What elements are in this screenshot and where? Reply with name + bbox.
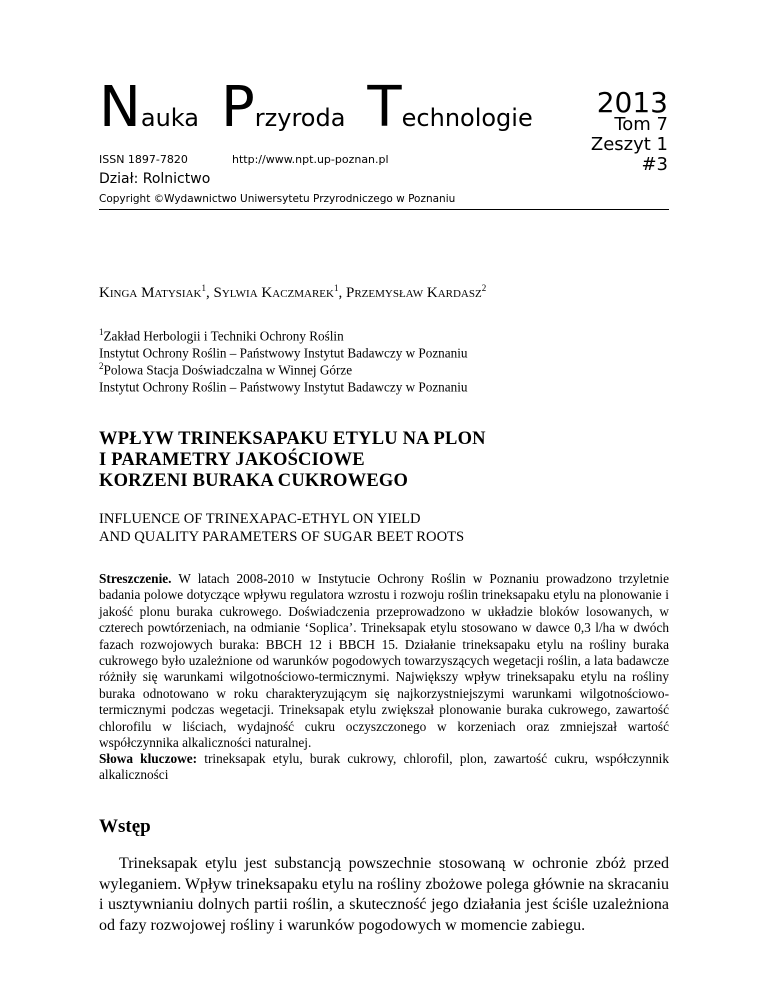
author-name: Przemysław Kardasz	[345, 285, 482, 301]
affiliation-mark: 2	[99, 361, 104, 371]
issue-year: 2013	[596, 86, 668, 119]
intro-paragraph: Trineksapak etylu jest substancją powszechnie stosowaną w ochronie zbóż przed wyleganiem. Wpływ trineksapaku etylu na rośliny zbożowe polega głównie na skracaniu i usztywnianiu dolnych partii roślin, a skuteczność jego działania jest ściśle uzależniona od fazy rozwojowej rośliny i warunków pogodowych w momencie zabiegu.	[99, 855, 669, 934]
abstract	[99, 571, 669, 751]
article-number: #3	[641, 154, 668, 175]
title-line: AND QUALITY PARAMETERS OF SUGAR BEET ROOTS	[99, 529, 465, 545]
title-line: KORZENI BURAKA CUKROWEGO	[99, 471, 409, 491]
affiliation-mark: 1	[99, 327, 104, 337]
journal-initial: T	[367, 75, 402, 140]
author-separator: ,	[205, 285, 214, 301]
journal-word: echnologie	[401, 104, 533, 132]
issue-number: Zeszyt 1	[590, 134, 668, 155]
affiliation-line	[99, 375, 467, 395]
journal-word: rzyroda	[254, 104, 346, 132]
affiliation-text: Instytut Ochrony Roślin – Państwowy Instytut Badawczy w Poznaniu	[99, 345, 468, 361]
journal-initial: P	[221, 75, 255, 140]
author-affiliation-mark: 2	[481, 283, 487, 293]
article-title-en	[99, 510, 464, 546]
copyright: Copyright ©Wydawnictwo Uniwersytetu Przyrodniczego w Poznaniu	[99, 193, 456, 205]
keywords	[99, 751, 669, 784]
author-name: Kinga Matysiak	[99, 285, 202, 301]
title-line: I PARAMETRY JAKOŚCIOWE	[99, 450, 365, 470]
affiliation-text: Polowa Stacja Doświadczalna w Winnej Górze	[103, 362, 353, 378]
author-separator: ,	[338, 285, 346, 301]
author-name: Sylwia Kaczmarek	[213, 285, 334, 301]
author-list	[99, 283, 486, 302]
issue-volume: Tom 7	[614, 114, 668, 135]
issn: ISSN 1897-7820	[99, 153, 188, 166]
author-affiliation-mark: 1	[333, 283, 339, 293]
title-line: WPŁYW TRINEKSAPAKU ETYLU NA PLON	[99, 429, 486, 449]
journal-title	[99, 75, 555, 140]
article-title-pl	[99, 429, 486, 492]
abstract-text: W latach 2008-2010 w Instytucie Ochrony Roślin w Poznaniu prowadzono trzyletnie badania polowe dotyczące wpływu regulatora wzrostu i rozwoju roślin trineksapaku etylu na plonowanie i jakość plonu buraka cukrowego. Doświadczenia przeprowadzono w układzie bloków losowanych, w czterech powtórzeniach, na odmianie ‘Soplica’. Trineksapak etylu stosowano w dawce 0,3 l/ha w dwóch fazach rozwojowych buraka: BBCH 12 i BBCH 15. Działanie trineksapaku etylu na rośliny buraka cukrowego było uzależnione od warunków pogodowych towarzyszących wegetacji roślin, a lata badawcze różniły się warunkami wilgotnościowo-termicznymi. Największy wpływ trineksapaku etylu na rośliny buraka odnotowano w roku charakteryzującym się najkorzystniejszymi warunkami wilgotnościowo-termicznymi podczas wegetacji. Trineksapak etylu zwiększał plonowanie buraka cukrowego, zawartość chlorofilu w liściach, wydajność cukru oczyszczonego w korzeniach oraz zmniejszał wartość współczynnika alkaliczności naturalnej.	[99, 571, 669, 751]
journal-initial: N	[99, 75, 141, 140]
title-line: INFLUENCE OF TRINEXAPAC-ETHYL ON YIELD	[99, 511, 421, 527]
section-label: Dział: Rolnictwo	[99, 171, 211, 187]
affiliation-text: Zakład Herbologii i Techniki Ochrony Roślin	[103, 328, 344, 344]
header-divider	[99, 209, 669, 210]
journal-word: auka	[140, 104, 199, 132]
keywords-text: trineksapak etylu, burak cukrowy, chlorofil, plon, zawartość cukru, współczynnik alkaliczności	[99, 751, 669, 783]
journal-url[interactable]: http://www.npt.up-poznan.pl	[232, 153, 389, 166]
affiliation-text: Instytut Ochrony Roślin – Państwowy Instytut Badawczy w Poznaniu	[99, 379, 468, 395]
author-affiliation-mark: 1	[201, 283, 206, 293]
section-heading: Wstęp	[99, 816, 151, 837]
abstract-label: Streszczenie.	[99, 571, 172, 586]
keywords-label: Słowa kluczowe:	[99, 751, 198, 766]
